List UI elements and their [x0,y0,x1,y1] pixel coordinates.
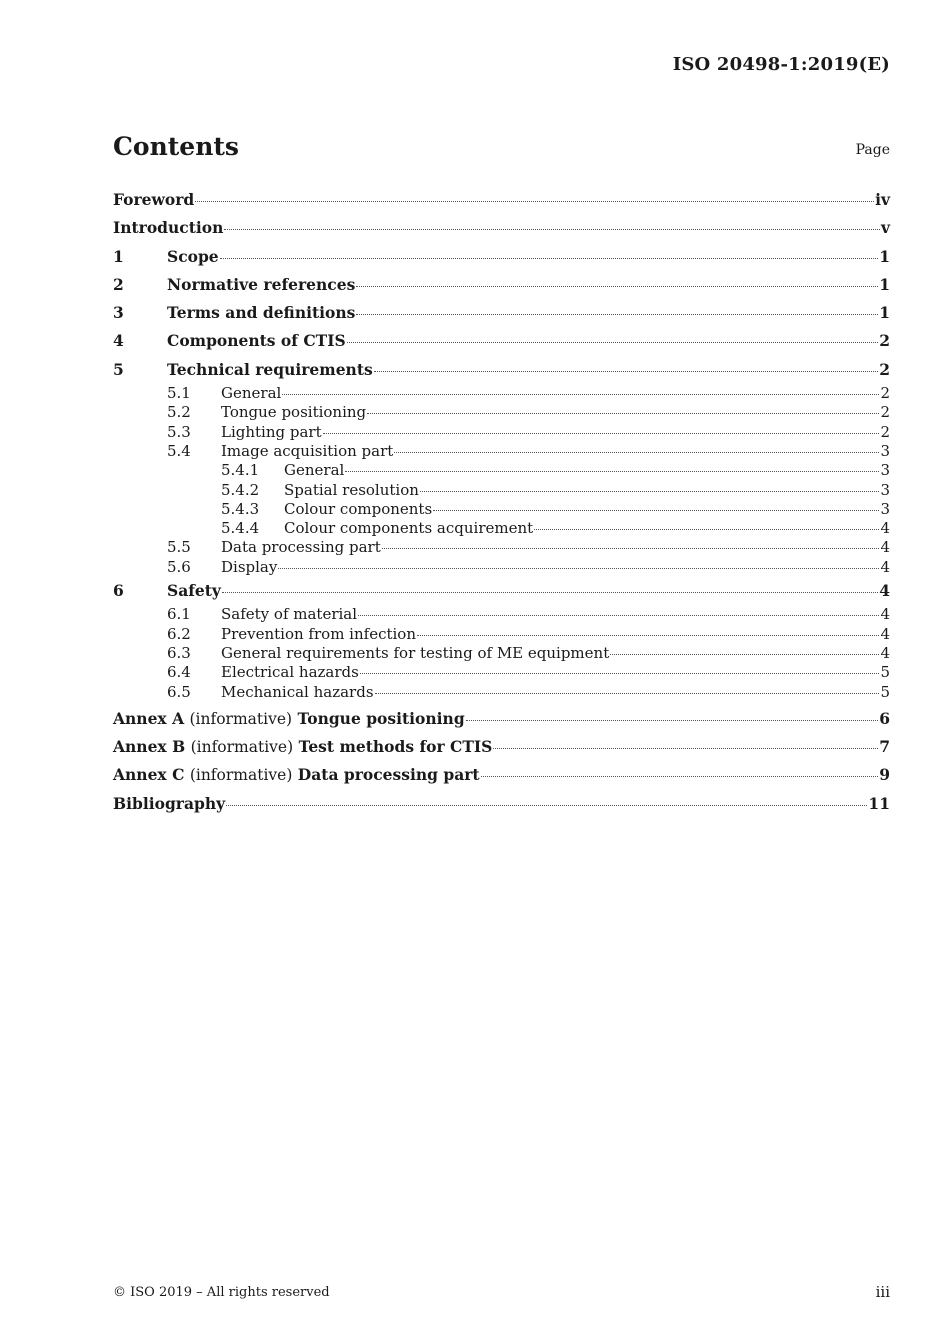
toc-page: iv [875,190,890,209]
toc-page: 2 [879,331,890,351]
toc-page: 5 [880,663,890,682]
dot-leader [481,776,879,777]
toc-page: 3 [880,499,890,518]
dot-leader [466,720,879,721]
dot-leader [367,413,879,414]
toc-title: Components of CTIS [167,331,346,351]
dot-leader [282,394,879,395]
toc-entry-6-4-electrical-hazards[interactable] [113,663,890,682]
toc-number: 6.1 [167,605,191,624]
annex-label: Annex B [113,737,186,757]
toc-number: 5.4.2 [221,480,260,499]
dot-leader [610,654,879,655]
toc-page: 4 [880,643,890,662]
toc-entry-safety[interactable] [113,577,890,605]
toc-number: 6.4 [167,663,191,682]
toc-number: 6.5 [167,682,191,701]
annex-title: Tongue positioning [297,708,465,728]
toc-title: Data processing part [221,538,381,557]
toc-entry-components-of-ctis[interactable] [113,327,890,355]
dot-leader [345,471,879,472]
toc-entry-scope[interactable] [113,243,890,271]
toc-page: 4 [880,538,890,557]
dot-leader [347,342,879,343]
footer-page-number: iii [875,1283,890,1301]
dot-leader [356,314,878,315]
toc-title: Safety [167,581,221,601]
dot-leader [493,748,878,749]
toc-title: Safety of material [221,605,358,624]
dot-leader [534,529,879,530]
toc-entry-5-4-3-colour-components[interactable] [113,500,890,519]
toc-title: Technical requirements [167,359,373,379]
toc-entry-foreword[interactable] [113,186,890,214]
toc-number: 6.3 [167,643,191,662]
toc-title: Mechanical hazards [221,682,374,701]
toc-entry-annex-a[interactable] [113,705,890,733]
toc-title: Terms and definitions [167,303,356,323]
toc-entry-6-1-safety-of-material[interactable] [113,605,890,624]
toc-page: 1 [879,246,890,266]
toc-entry-5-5-data-processing-part[interactable] [113,538,890,557]
toc-title: Image acquisition part [221,441,394,460]
dot-leader [358,615,879,616]
toc-number: 5.4.4 [221,519,260,538]
toc-title: Spatial resolution [284,480,419,499]
toc-title: Electrical hazards [221,663,359,682]
toc-page: 3 [880,441,890,460]
toc-entry-6-3-general-requirements[interactable] [113,644,890,663]
toc-number: 5.2 [167,403,191,422]
toc-page: 4 [880,557,890,576]
dot-leader [420,491,880,492]
toc-page: v [880,218,890,238]
toc-page: 5 [880,682,890,701]
toc-title: Foreword [113,190,195,209]
toc-page: 1 [879,274,890,294]
toc-title: Scope [167,246,219,266]
toc-page: 4 [880,605,890,624]
toc-page: 11 [868,793,890,813]
toc-entry-technical-requirements[interactable] [113,356,890,384]
toc-entry-6-2-prevention-from-infection[interactable] [113,625,890,644]
page-column-label: Page [855,142,890,158]
toc-entry-5-6-display[interactable] [113,558,890,577]
toc-page: 3 [880,480,890,499]
annex-label: Annex C [113,765,185,785]
toc-number: 2 [113,274,124,294]
toc-title: Normative references [167,274,356,294]
annex-title: Data processing part [297,765,480,785]
toc-entry-5-4-1-general[interactable] [113,461,890,480]
toc-number: 6 [113,581,124,601]
toc-title: Colour components acquirement [284,519,534,538]
annex-kind: (informative) [189,709,293,728]
toc-title: Colour components [284,499,433,518]
dot-leader [323,433,880,434]
dot-leader [222,592,878,593]
toc-page: 3 [880,461,890,480]
toc-title: General [284,461,345,480]
dot-leader [220,258,879,259]
table-of-contents [113,186,890,818]
toc-title: General [221,384,282,403]
toc-title: Bibliography [113,793,226,813]
toc-page: 2 [880,384,890,403]
toc-page: 4 [880,624,890,643]
dot-leader [224,229,880,230]
toc-number: 5.4 [167,441,191,460]
dot-leader [278,568,879,569]
toc-title: Lighting part [221,422,322,441]
toc-page: 7 [879,737,890,757]
toc-entry-5-3-lighting-part[interactable] [113,423,890,442]
dot-leader [356,286,878,287]
dot-leader [226,805,867,806]
toc-number: 1 [113,246,124,266]
toc-number: 6.2 [167,624,191,643]
toc-number: 5.3 [167,422,191,441]
toc-number: 5 [113,359,124,379]
dot-leader [375,693,880,694]
toc-title [113,761,480,789]
toc-entry-annex-c[interactable] [113,761,890,789]
dot-leader [433,510,879,511]
dot-leader [360,673,880,674]
toc-number: 5.4.1 [221,461,260,480]
toc-title: Introduction [113,218,224,238]
toc-page: 2 [880,422,890,441]
dot-leader [195,201,874,202]
annex-kind: (informative) [189,766,293,785]
toc-number: 5.5 [167,538,191,557]
toc-entry-5-1-general[interactable] [113,384,890,403]
document-identifier: ISO 20498-1:2019(E) [672,54,890,75]
toc-entry-6-5-mechanical-hazards[interactable] [113,683,890,702]
dot-leader [374,371,878,372]
toc-title: General requirements for testing of ME equipment [221,643,610,662]
toc-entry-terms-and-definitions[interactable] [113,299,890,327]
toc-title [113,733,492,761]
toc-number: 5.4.3 [221,499,260,518]
toc-number: 3 [113,303,124,323]
toc-entry-5-2-tongue-positioning[interactable] [113,403,890,422]
toc-title: Display [221,557,278,576]
toc-entry-bibliography[interactable] [113,790,890,818]
page-title: Contents [113,132,240,161]
toc-title: Tongue positioning [221,403,367,422]
toc-entry-5-4-2-spatial-resolution[interactable] [113,481,890,500]
toc-page: 4 [879,581,890,601]
dot-leader [394,452,879,453]
toc-page: 2 [879,359,890,379]
toc-title [113,705,465,733]
toc-number: 5.6 [167,557,191,576]
toc-title: Prevention from infection [221,624,416,643]
toc-entry-5-4-4-colour-components-acquirement[interactable] [113,519,890,538]
annex-label: Annex A [113,708,185,728]
dot-leader [382,548,880,549]
dot-leader [417,635,879,636]
footer-copyright: © ISO 2019 – All rights reserved [113,1285,330,1300]
toc-page: 9 [879,765,890,785]
toc-page: 2 [880,403,890,422]
toc-page: 4 [880,519,890,538]
toc-entry-5-4-image-acquisition-part[interactable] [113,442,890,461]
toc-number: 5.1 [167,384,191,403]
toc-entry-annex-b[interactable] [113,733,890,761]
toc-number: 4 [113,331,124,351]
toc-page: 6 [879,708,890,728]
toc-page: 1 [879,303,890,323]
annex-kind: (informative) [190,738,294,757]
toc-entry-introduction[interactable] [113,214,890,242]
toc-entry-normative-references[interactable] [113,271,890,299]
annex-title: Test methods for CTIS [298,737,493,757]
